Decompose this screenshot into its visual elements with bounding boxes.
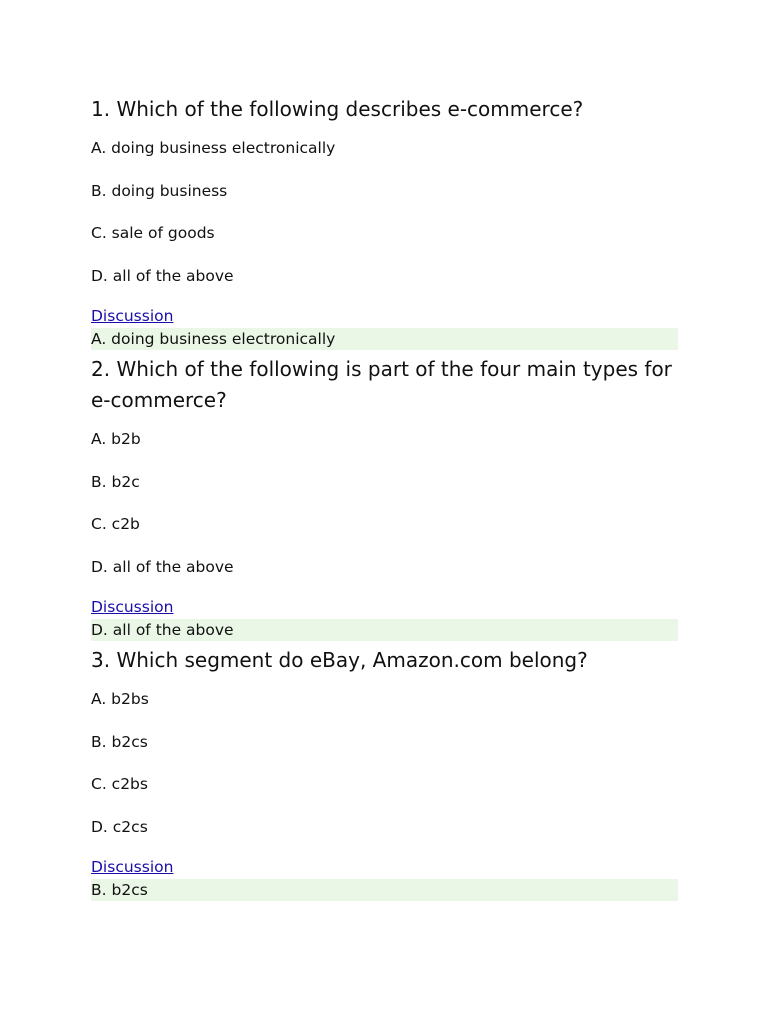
option-item: B. b2c [91,472,140,491]
option-list [91,429,678,577]
option-item: C. c2bs [91,775,148,793]
question-title: 2. Which of the following is part of the four main types for e-commerce? [91,357,672,412]
answer-box: D. all of the above [91,619,678,641]
answer-box: A. doing business electronically [91,328,678,350]
option-list [91,138,678,286]
option-item: B. b2cs [91,732,148,751]
option-item: A. doing business electronically [91,139,336,157]
quiz-page [91,94,678,905]
discussion-link[interactable]: Discussion [91,307,174,325]
option-item: B. doing business [91,181,228,200]
answer-box: B. b2cs [91,879,678,901]
question-title: 1. Which of the following describes e-commerce? [91,97,584,121]
option-item: A. b2bs [91,690,149,708]
option-item: C. c2b [91,515,140,533]
option-item: D. all of the above [91,557,234,576]
option-item: C. sale of goods [91,224,215,242]
question-block-3 [91,645,678,901]
option-list [91,689,678,837]
discussion-link[interactable]: Discussion [91,598,174,616]
discussion-link[interactable]: Discussion [91,858,174,876]
question-block-2 [91,354,678,641]
option-item: A. b2b [91,430,141,448]
option-item: D. c2cs [91,817,148,836]
question-block-1 [91,94,678,350]
option-item: D. all of the above [91,266,234,285]
question-title: 3. Which segment do eBay, Amazon.com belong? [91,648,588,672]
